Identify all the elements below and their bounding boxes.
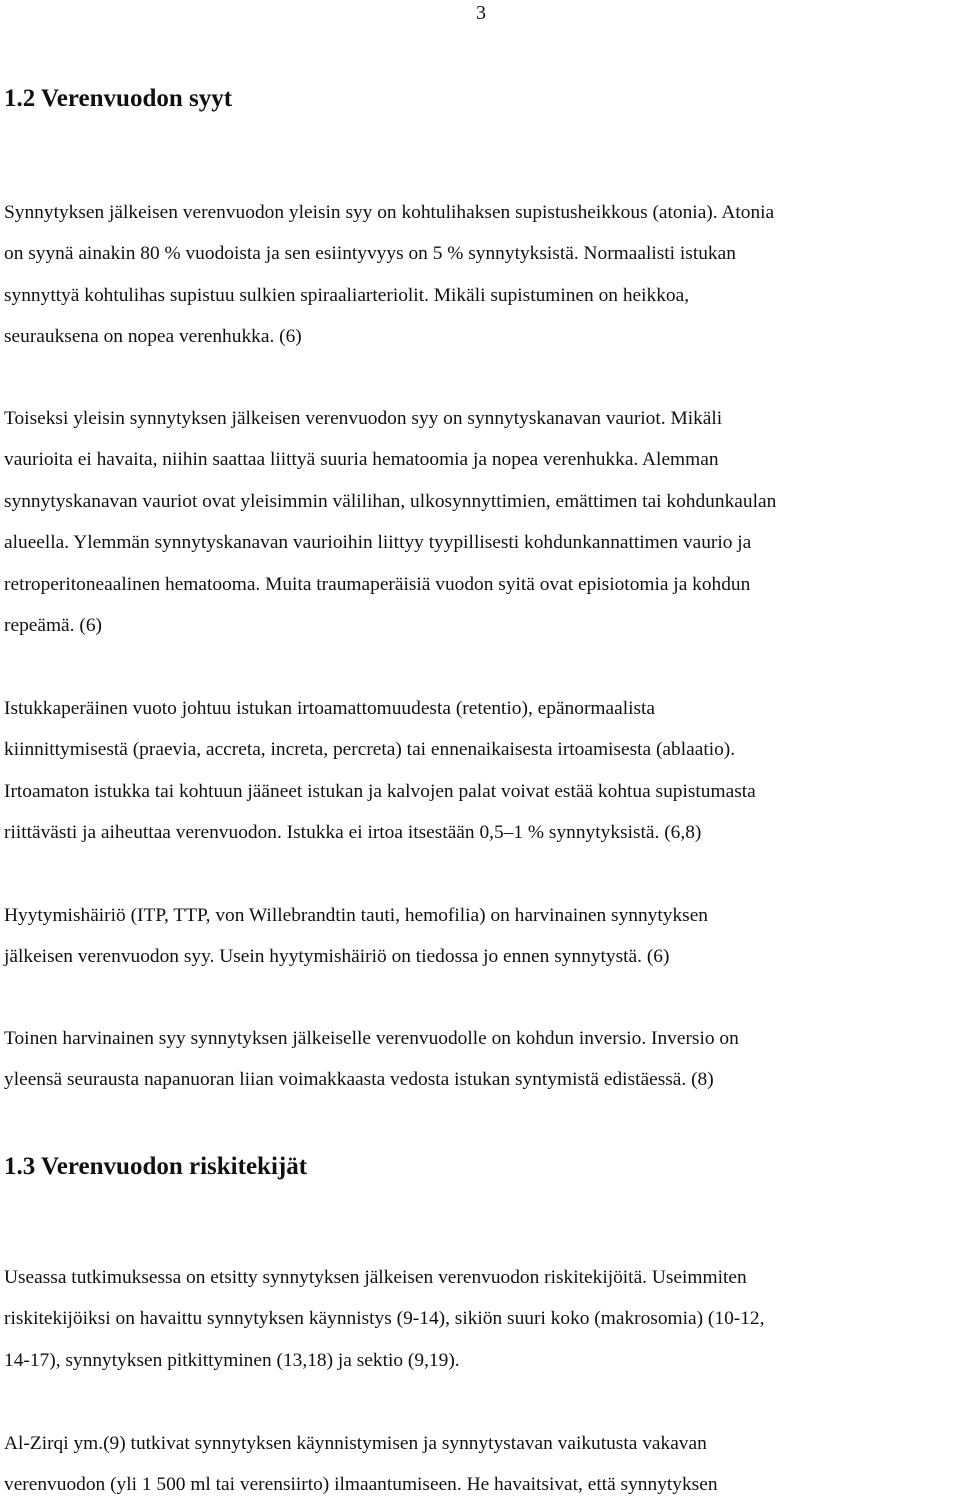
text-line: verenvuodon (yli 1 500 ml tai verensiirto) ilmaantumiseen. He havaitsivat, että synnytyksen: [4, 1474, 718, 1496]
text-line: Toiseksi yleisin synnytyksen jälkeisen verenvuodon syy on synnytyskanavan vauriot. Mikäli: [4, 408, 723, 429]
text-line: Irtoamaton istukka tai kohtuun jääneet istukan ja kalvojen palat voivat estää kohtua supistumasta: [4, 780, 756, 802]
text-line: Istukkaperäinen vuoto johtuu istukan irtoamattomuudesta (retentio), epänormaalista: [4, 698, 656, 719]
text-line: yleensä seurausta napanuoran liian voimakkaasta vedosta istukan syntymistä edistäessä. (8): [4, 1069, 714, 1091]
text-line: synnyttyä kohtulihas supistuu sulkien spiraaliarteriolit. Mikäli supistuminen on heikkoa,: [4, 284, 690, 306]
paragraph-atonia: [4, 192, 960, 358]
text-line: Useassa tutkimuksessa on etsitty synnytyksen jälkeisen verenvuodon riskitekijöitä. Useimmiten: [4, 1267, 747, 1288]
paragraph-riskitekijat: [4, 1257, 960, 1381]
text-line: seurauksena on nopea verenhukka. (6): [4, 326, 302, 348]
text-line: Hyytymishäiriö (ITP, TTP, von Willebrandtin tauti, hemofilia) on harvinainen synnytyksen: [4, 905, 709, 926]
text-line: jälkeisen verenvuodon syy. Usein hyytymishäiriö on tiedossa jo ennen synnytystä. (6): [4, 946, 670, 968]
text-line: kiinnittymisestä (praevia, accreta, increta, percreta) tai ennenaikaisesta irtoamisesta (ablaatio).: [4, 739, 736, 761]
paragraph-istukkaperainen-vuoto: [4, 688, 960, 854]
text-line: Al-Zirqi ym.(9) tutkivat synnytyksen käynnistymisen ja synnytystavan vaikutusta vakavan: [4, 1433, 707, 1454]
paragraph-kohdun-inversio: [4, 1018, 960, 1101]
text-line: synnytyskanavan vauriot ovat yleisimmin välilihan, ulkosynnyttimien, emättimen tai kohdunkaulan: [4, 490, 777, 512]
text-line: alueella. Ylemmän synnytyskanavan vaurioihin liittyy tyypillisesti kohdunkannattimen vaurio ja: [4, 532, 752, 554]
text-line: riittävästi ja aiheuttaa verenvuodon. Istukka ei irtoa itsestään 0,5–1 % synnytyksistä. (6,8): [4, 822, 702, 844]
section-heading-riskitekijat: 1.3 Verenvuodon riskitekijät: [4, 1153, 308, 1180]
page-number: 3: [476, 2, 486, 24]
text-line: vaurioita ei havaita, niihin saattaa liittyä suuria hematoomia ja nopea verenhukka. Alemman: [4, 449, 719, 471]
text-line: on syynä ainakin 80 % vuodoista ja sen esiintyvyys on 5 % synnytyksistä. Normaalisti istukan: [4, 243, 736, 265]
text-line: riskitekijöiksi on havaittu synnytyksen käynnistys (9-14), sikiön suuri koko (makrosomia) (10-12,: [4, 1308, 765, 1330]
section-heading-verenvuodon-syyt: 1.2 Verenvuodon syyt: [4, 85, 233, 112]
paragraph-synnytyskanavan-vauriot: [4, 398, 960, 646]
text-line: repeämä. (6): [4, 614, 102, 636]
paragraph-al-zirqi: [4, 1423, 960, 1506]
text-line: Synnytyksen jälkeisen verenvuodon yleisin syy on kohtulihaksen supistusheikkous (atonia). Atonia: [4, 202, 775, 223]
text-line: Toinen harvinainen syy synnytyksen jälkeiselle verenvuodolle on kohdun inversio. Inversio on: [4, 1028, 739, 1049]
paragraph-hyytymishairio: [4, 895, 960, 978]
text-line: retroperitoneaalinen hematooma. Muita traumaperäisiä vuodon syitä ovat episiotomia ja kohdun: [4, 573, 751, 595]
text-line: 14-17), synnytyksen pitkittyminen (13,18) ja sektio (9,19).: [4, 1349, 460, 1371]
